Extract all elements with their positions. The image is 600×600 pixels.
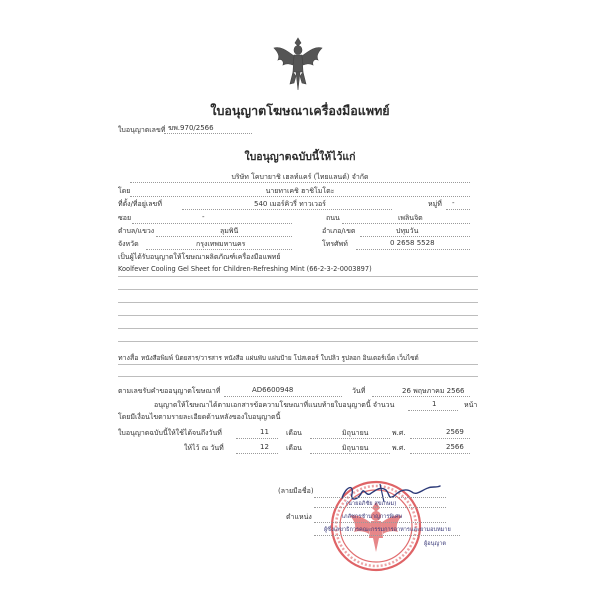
phone-label: โทรศัพท์ <box>322 240 348 248</box>
issued-year: 2566 <box>446 443 464 451</box>
document-title: ใบอนุญาตโฆษณาเครื่องมือแพทย์ <box>210 103 390 118</box>
valid-year: 2569 <box>446 428 464 436</box>
license-number-label: ใบอนุญาตเลขที่ <box>118 126 166 134</box>
media-label: ทางสื่อ <box>118 354 139 362</box>
valid-until-label: ใบอนุญาตฉบับนี้ให้ใช้ได้จนถึงวันที่ <box>118 429 222 437</box>
company-name: บริษัท โคบายาชิ เฮลท์แคร์ (ไทยแลนด์) จำกัด <box>231 173 369 181</box>
license-number-value: ฆพ.970/2566 <box>168 124 214 132</box>
district-label: อำเภอ/เขต <box>322 227 356 235</box>
by-value: นายทาเคชิ ฮาชิโมโตะ <box>265 187 335 195</box>
address-label: ที่ตั้ง/ที่อยู่เลขที่ <box>118 200 162 208</box>
garuda-emblem-icon <box>272 34 324 92</box>
issued-year-label: พ.ศ. <box>392 444 406 452</box>
district-value: ปทุมวัน <box>396 227 419 235</box>
address-value: 540 เมอร์คิวรี่ ทาวเวอร์ <box>254 200 326 208</box>
road-value: เพลินจิต <box>398 214 423 222</box>
purpose-text: เป็นผู้ได้รับอนุญาตให้โฆษณาผลิตภัณฑ์เครื่องมือแพทย์ <box>118 253 281 261</box>
issued-day: 12 <box>260 443 269 451</box>
request-number: AD6600948 <box>252 386 294 394</box>
issued-month: มิถุนายน <box>342 444 369 452</box>
valid-month-label: เดือน <box>286 429 302 437</box>
subdistrict-label: ตำบล/แขวง <box>118 227 155 235</box>
pages-count: 1 <box>432 400 437 408</box>
signer-title-3: ผู้อนุญาต <box>424 541 447 547</box>
request-label: ตามเลขรับคำขออนุญาตโฆษณาที่ <box>118 387 221 395</box>
issued-label: ให้ไว้ ณ วันที่ <box>184 444 224 452</box>
signer-title-1: เภสัชกรชำนาญการพิเศษ <box>342 514 403 520</box>
moo-label: หมู่ที่ <box>428 200 442 208</box>
signer-name: (นายอภิชัย สุขเกษม) <box>346 501 397 507</box>
document-subtitle: ใบอนุญาตฉบับนี้ให้ไว้แก่ <box>244 151 356 163</box>
request-date: 26 พฤษภาคม 2566 <box>402 387 465 395</box>
moo-value: - <box>452 199 455 207</box>
valid-day: 11 <box>260 428 269 436</box>
phone-value: 0 2658 5528 <box>390 239 435 247</box>
province-value: กรุงเทพมหานคร <box>196 240 246 248</box>
signer-title-2: ผู้ซึ่งเลขาธิการคณะกรรมการอาหารและยามอบหมาย <box>324 527 451 533</box>
signature-label: (ลายมือชื่อ) <box>278 487 314 495</box>
by-label: โดย <box>118 187 131 195</box>
issued-month-label: เดือน <box>286 444 302 452</box>
pages-unit: หน้า <box>464 401 478 409</box>
road-label: ถนน <box>326 214 340 222</box>
soi-label: ซอย <box>118 214 132 222</box>
condition-text-2: โดยมีเงื่อนไขตามรายละเอียดด้านหลังของใบอนุญาตนี้ <box>118 413 281 421</box>
valid-year-label: พ.ศ. <box>392 429 406 437</box>
position-label: ตำแหน่ง <box>286 513 312 521</box>
condition-text: อนุญาตให้โฆษณาได้ตามเอกสารข้อความโฆษณาที่แนบท้ายใบอนุญาตนี้ จำนวน <box>154 401 395 409</box>
subdistrict-value: ลุมพินี <box>220 227 239 235</box>
province-label: จังหวัด <box>118 240 139 248</box>
valid-month: มิถุนายน <box>342 429 369 437</box>
soi-value: - <box>202 213 205 221</box>
media-value: หนังสือพิมพ์ นิตยสาร/วารสาร หนังสือ แผ่นพับ แผ่นป้าย โปสเตอร์ ใบปลิว รูปลอก อินเตอร์เน็ต เว็บไซต์ <box>141 354 419 362</box>
request-date-label: วันที่ <box>352 387 366 395</box>
product-name: Koolfever Cooling Gel Sheet for Children-Refreshing Mint (66-2-3-2-0003897) <box>118 265 372 273</box>
